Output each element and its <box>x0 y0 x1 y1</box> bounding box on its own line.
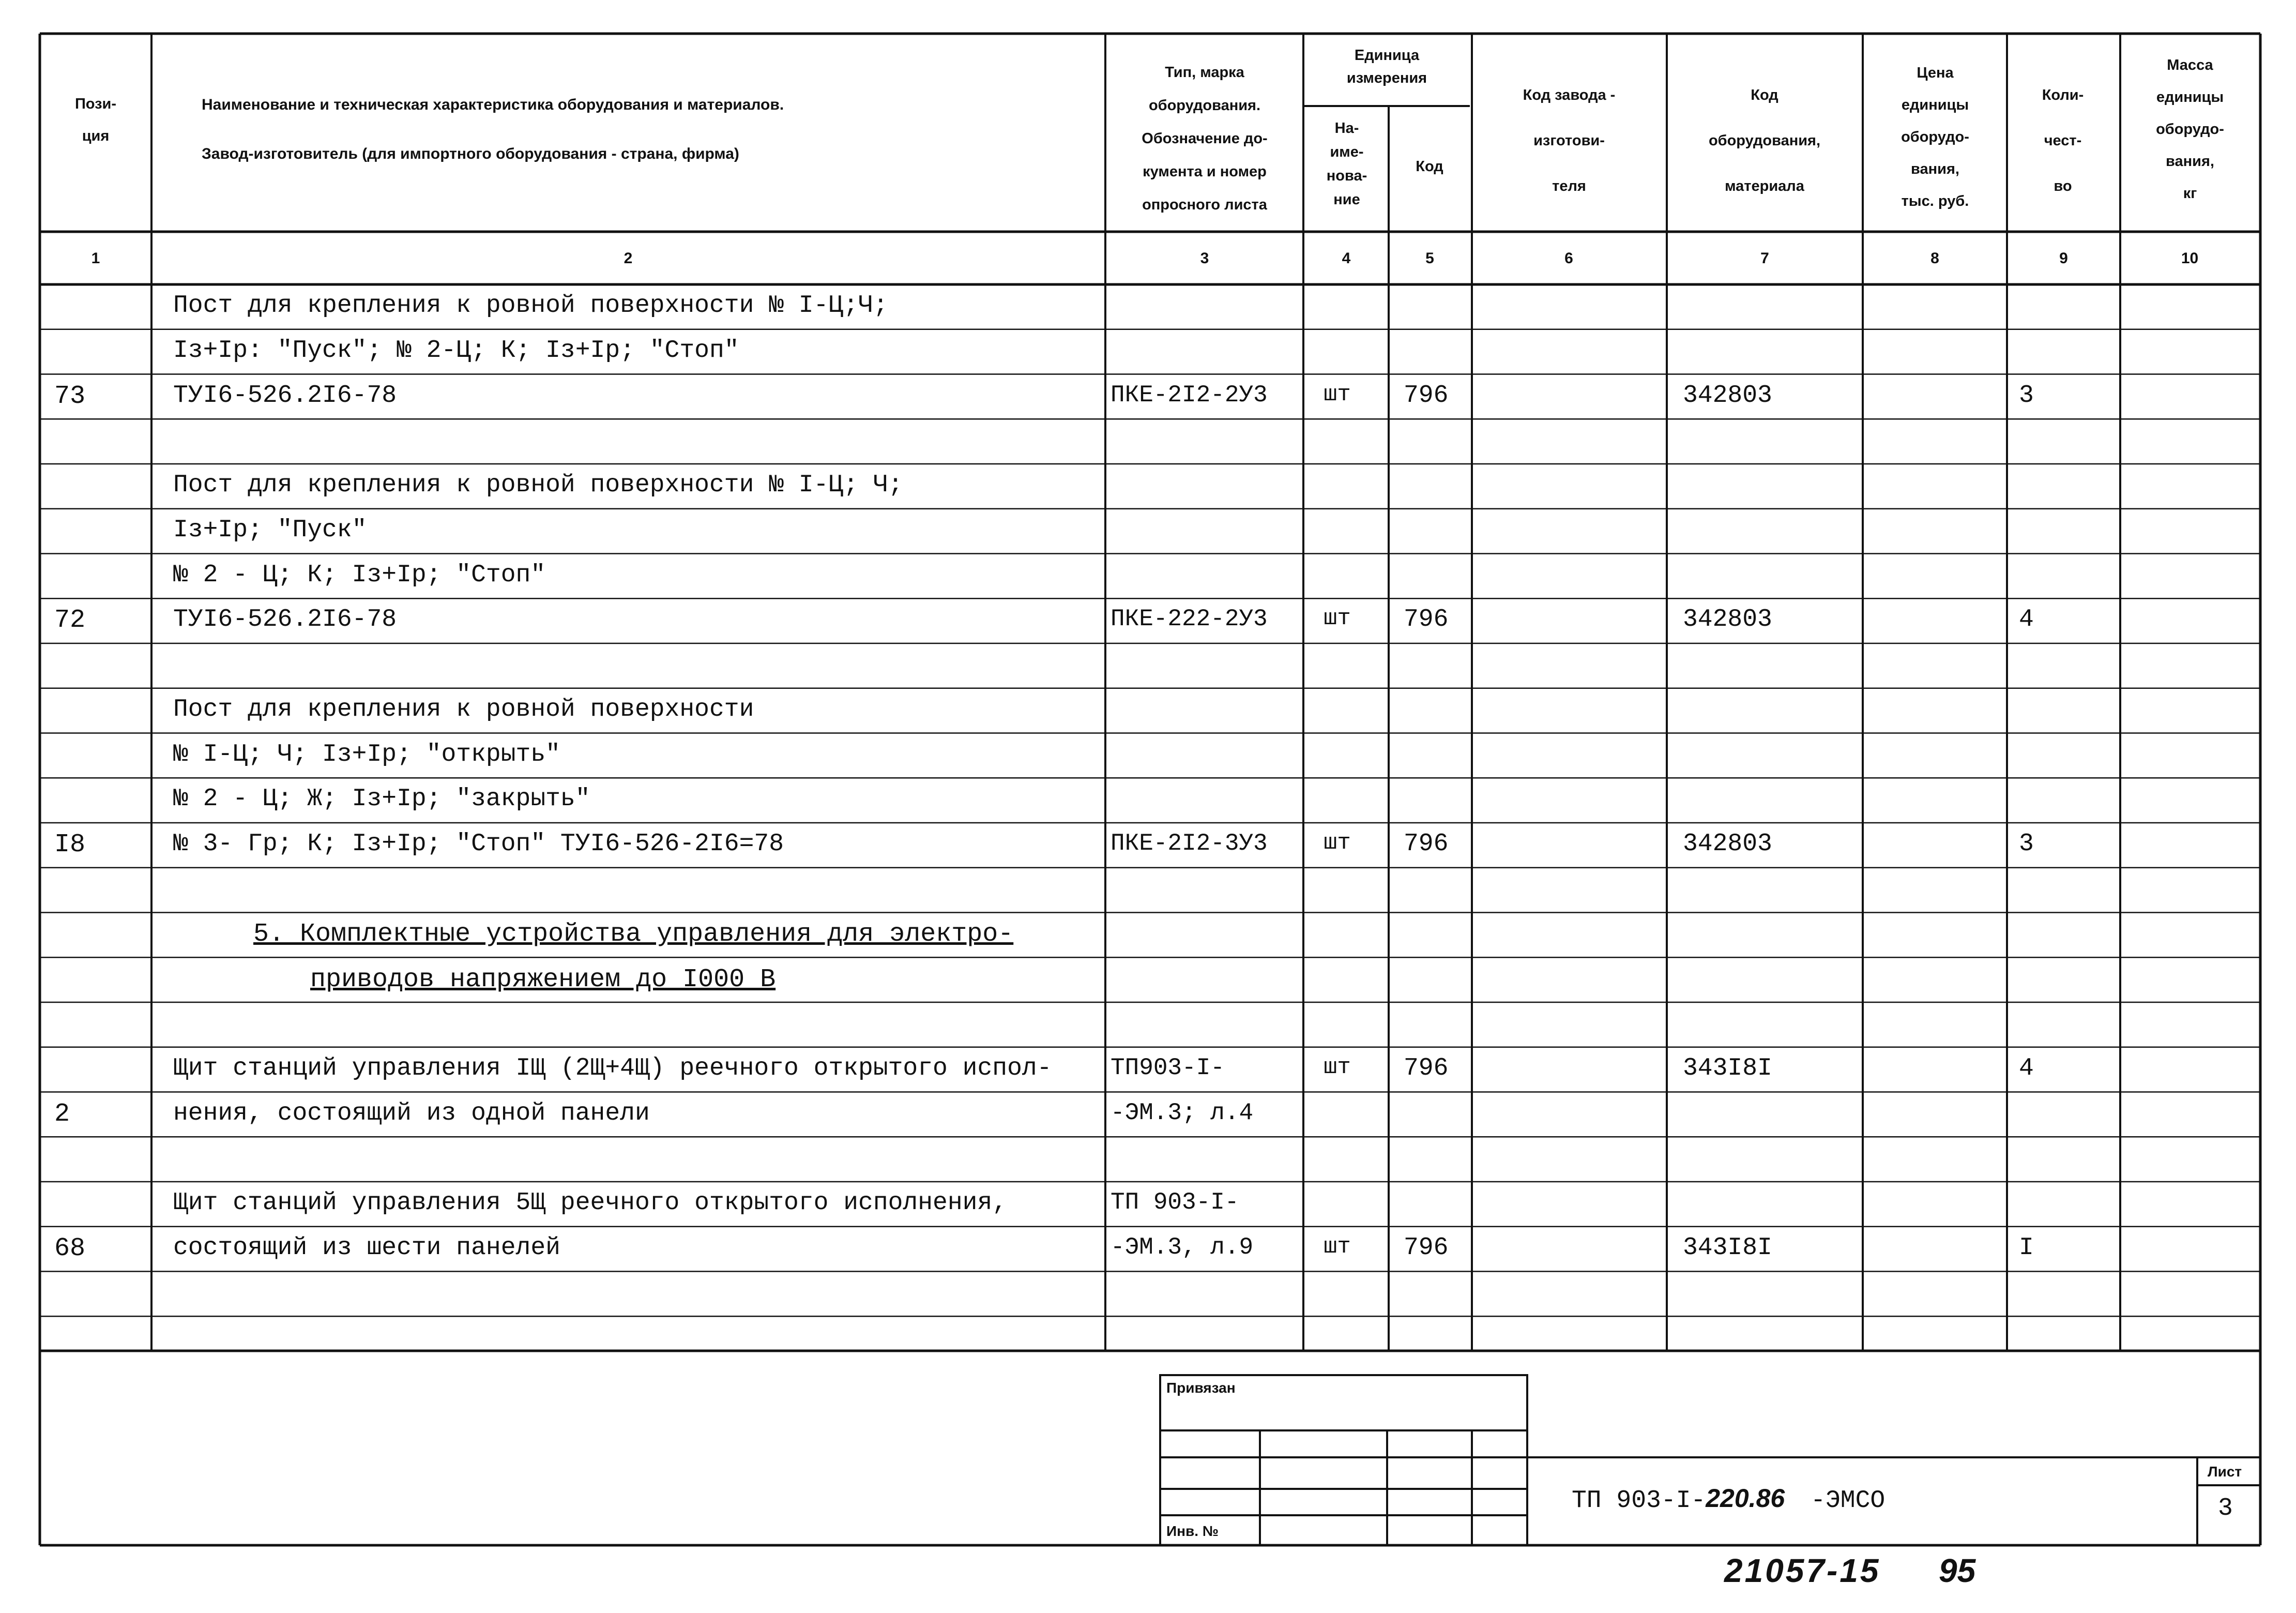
row-name: состоящий из шести панелей <box>173 1233 560 1262</box>
document-code-suffix: -ЭМСО <box>1811 1487 1886 1515</box>
row-material-code: 343I8I <box>1683 1233 1772 1262</box>
header-quantity <box>2009 72 2117 209</box>
row-unit-code: 796 <box>1404 1233 1449 1262</box>
header-unit-line1: Единица <box>1354 47 1420 64</box>
header-maker-code-line2: изготови- <box>1533 132 1605 149</box>
header-unit-code <box>1391 150 1468 183</box>
stamp-privyazan: Привязан <box>1166 1380 1236 1396</box>
header-type-line1: Тип, марка <box>1165 64 1244 81</box>
header-price-line4: вания, <box>1911 161 1959 177</box>
header-material-code-line2: оборудования, <box>1708 132 1821 149</box>
column-number-7: 7 <box>1760 250 1769 267</box>
row-name: нения, состоящий из одной панели <box>173 1099 650 1127</box>
header-type-line5: опросного листа <box>1142 197 1267 213</box>
row-type: -ЭМ.3; л.4 <box>1111 1099 1254 1126</box>
row-position: 73 <box>54 381 86 411</box>
row-name: № I-Ц; Ч; Iз+Iр; "открыть" <box>173 740 560 768</box>
header-mass-line2: единицы <box>2156 89 2224 105</box>
document-code-prefix: ТП 903-I- <box>1572 1487 1706 1515</box>
sheet-number: 3 <box>2218 1495 2233 1522</box>
row-unit-code: 796 <box>1404 606 1449 634</box>
header-price-line1: Цена <box>1917 65 1954 81</box>
header-quantity-line1: Коли- <box>2042 87 2084 103</box>
row-material-code: 342803 <box>1683 606 1772 634</box>
header-price-line5: тыс. руб. <box>1901 193 1969 209</box>
archive-number: 21057-15 <box>1724 1552 1881 1589</box>
header-quantity-line3: во <box>2054 178 2072 194</box>
header-type <box>1109 56 1300 221</box>
row-name: Iз+Iр: "Пуск"; № 2-Ц; К; Iз+Iр; "Стоп" <box>173 336 739 365</box>
header-mass-line1: Масса <box>2167 57 2213 73</box>
row-type: ТП 903-I- <box>1111 1189 1239 1216</box>
row-quantity: 4 <box>2019 1054 2034 1082</box>
row-name: ТУI6-526.2I6-78 <box>173 606 397 634</box>
row-position: 68 <box>54 1233 86 1263</box>
row-unit-code: 796 <box>1404 1054 1449 1082</box>
header-price-line3: оборудо- <box>1901 129 1969 145</box>
header-material-code <box>1669 72 1860 209</box>
stamp-inventory-number: Инв. № <box>1166 1523 1219 1539</box>
row-name: ТУI6-526.2I6-78 <box>173 381 397 410</box>
row-unit: шт <box>1324 1054 1351 1080</box>
header-position-line1: Пози- <box>74 96 117 112</box>
row-position: 2 <box>54 1099 70 1129</box>
column-number-9: 9 <box>2059 250 2068 267</box>
column-number-8: 8 <box>1930 250 1939 267</box>
row-type: ПКЕ-2I2-2У3 <box>1111 381 1268 409</box>
row-unit: шт <box>1324 830 1351 856</box>
row-unit: шт <box>1324 381 1351 408</box>
row-quantity: 3 <box>2019 381 2034 410</box>
header-material-code-line3: материала <box>1725 178 1804 194</box>
row-material-code: 342803 <box>1683 381 1772 410</box>
header-unit <box>1305 44 1468 89</box>
header-name-line1: Наименование и техническая характеристика оборудования и материалов. <box>202 96 784 113</box>
row-name: Щит станций управления 5Щ реечного открытого исполнения, <box>173 1189 1008 1217</box>
row-name: Пост для крепления к ровной поверхности № I-Ц;Ч; <box>173 292 888 320</box>
column-number-5: 5 <box>1425 250 1434 267</box>
header-mass-line3: оборудо- <box>2156 121 2224 138</box>
row-name: Щит станций управления IЩ (2Щ+4Щ) реечного открытого испол- <box>173 1054 1052 1082</box>
header-mass-line5: кг <box>2183 185 2197 202</box>
header-maker-code <box>1473 72 1665 209</box>
header-unit-name-line2: име- <box>1330 144 1364 160</box>
row-name: № 2 - Ц; К; Iз+Iр; "Стоп" <box>173 561 546 589</box>
column-number-4: 4 <box>1342 250 1351 267</box>
header-type-line2: оборудования. <box>1148 97 1261 114</box>
row-name: № 3- Гр; К; Iз+Iр; "Стоп" ТУI6-526-2I6=78 <box>173 830 784 858</box>
row-name: Iз+Iр; "Пуск" <box>173 516 367 544</box>
header-name-line2: Завод-изготовитель (для импортного оборудования - страна, фирма) <box>202 145 739 162</box>
row-quantity: 4 <box>2019 606 2034 634</box>
row-name: Пост для крепления к ровной поверхности <box>173 695 754 723</box>
header-type-line3: Обозначение до- <box>1142 130 1268 147</box>
header-unit-name <box>1305 116 1388 212</box>
header-price <box>1865 57 2005 217</box>
row-type: ПКЕ-222-2У3 <box>1111 606 1268 633</box>
column-number-1: 1 <box>91 250 100 267</box>
row-material-code: 343I8I <box>1683 1054 1772 1082</box>
header-mass <box>2122 49 2258 209</box>
sheet-label: Лист <box>2208 1464 2242 1480</box>
header-unit-line2: измерения <box>1346 70 1427 86</box>
header-material-code-line1: Код <box>1751 87 1778 103</box>
row-type: ПКЕ-2I2-3У3 <box>1111 830 1268 857</box>
header-unit-code-text: Код <box>1416 158 1443 175</box>
column-number-3: 3 <box>1200 250 1209 267</box>
document-code-handwritten: 220.86 <box>1706 1484 1785 1513</box>
header-maker-code-line1: Код завода - <box>1523 87 1616 103</box>
row-type: -ЭМ.3, л.9 <box>1111 1233 1254 1261</box>
document-designation <box>1572 1483 1885 1515</box>
column-number-10: 10 <box>2181 250 2199 267</box>
row-position: 72 <box>54 606 86 636</box>
row-type: ТП903-I- <box>1111 1054 1225 1081</box>
header-unit-name-line3: нова- <box>1326 168 1367 184</box>
header-maker-code-line3: теля <box>1552 178 1586 194</box>
header-price-line2: единицы <box>1901 97 1969 113</box>
row-quantity: I <box>2019 1233 2034 1262</box>
row-name: № 2 - Ц; Ж; Iз+Iр; "закрыть" <box>173 785 590 813</box>
row-name: Пост для крепления к ровной поверхности № I-Ц; Ч; <box>173 471 903 499</box>
header-unit-name-line1: На- <box>1334 120 1359 137</box>
row-position: I8 <box>54 830 86 860</box>
header-position <box>41 88 150 152</box>
section-title-line1: 5. Комплектные устройства управления для электро- <box>253 919 1014 949</box>
row-unit: шт <box>1324 606 1351 632</box>
column-number-6: 6 <box>1564 250 1573 267</box>
header-position-line2: ция <box>82 128 110 144</box>
row-unit-code: 796 <box>1404 830 1449 858</box>
row-unit-code: 796 <box>1404 381 1449 410</box>
row-unit: шт <box>1324 1233 1351 1260</box>
row-material-code: 342803 <box>1683 830 1772 858</box>
header-unit-name-line4: ние <box>1333 191 1360 208</box>
header-name <box>202 80 1101 178</box>
archive-page: 95 <box>1939 1552 1976 1589</box>
row-quantity: 3 <box>2019 830 2034 858</box>
header-mass-line4: вания, <box>2166 153 2214 170</box>
section-title-line2: приводов напряжением до I000 В <box>310 965 776 994</box>
header-type-line4: кумента и номер <box>1143 163 1267 180</box>
column-number-2: 2 <box>624 250 633 267</box>
header-quantity-line2: чест- <box>2044 132 2082 149</box>
